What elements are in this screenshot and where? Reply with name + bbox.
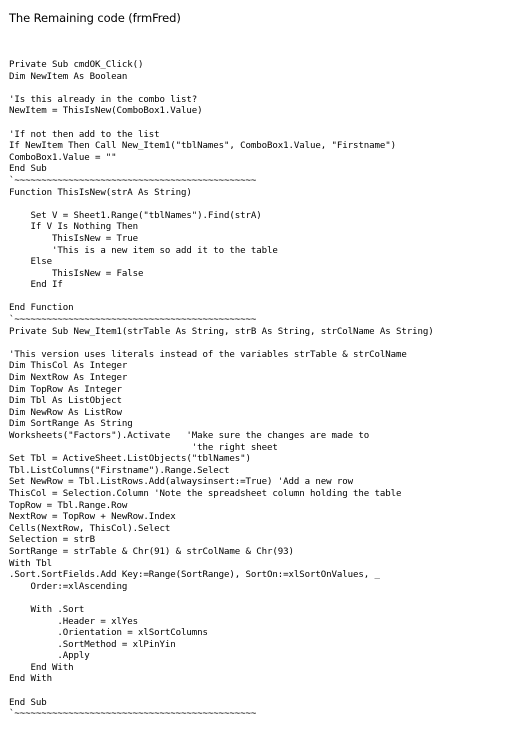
code-line: With Tbl [9, 558, 52, 569]
code-line: 'This is a new item so add it to the table [9, 245, 278, 256]
code-line: Private Sub cmdOK_Click() [9, 60, 144, 70]
code-line [9, 686, 434, 698]
code-line: `~~~~~~~~~~~~~~~~~~~~~~~~~~~~~~~~~~~~~~~~~~~~~ [9, 709, 257, 720]
code-line: Cells(NextRow, ThisCol).Select [9, 523, 171, 534]
vba-code-block [9, 60, 434, 721]
code-line: End Function [9, 303, 74, 314]
code-line: End With [9, 674, 52, 685]
code-line: If V Is Nothing Then [9, 222, 138, 233]
code-line: .SortMethod = xlPinYin [9, 639, 176, 650]
code-line: 'Is this already in the combo list? [9, 94, 198, 105]
code-line: Dim SortRange As String [9, 419, 133, 430]
code-line: Function ThisIsNew(strA As String) [9, 187, 192, 198]
code-line [9, 593, 434, 605]
code-line: ThisIsNew = False [9, 268, 144, 279]
code-line: .Sort.SortFields.Add Key:=Range(SortRange), SortOn:=xlSortOnValues, _ [9, 570, 380, 581]
code-line: Dim NextRow As Integer [9, 373, 128, 384]
code-line: .Orientation = xlSortColumns [9, 628, 208, 639]
code-line: Dim ThisCol As Integer [9, 361, 128, 372]
code-line: End With [9, 662, 74, 673]
code-line: Set Tbl = ActiveSheet.ListObjects("tblNames") [9, 454, 251, 465]
code-line [9, 199, 434, 211]
code-line: With .Sort [9, 604, 85, 615]
code-line: `~~~~~~~~~~~~~~~~~~~~~~~~~~~~~~~~~~~~~~~~~~~~~ [9, 175, 257, 186]
code-line [9, 338, 434, 350]
code-line: ThisIsNew = True [9, 233, 138, 244]
code-line: `~~~~~~~~~~~~~~~~~~~~~~~~~~~~~~~~~~~~~~~~~~~~~ [9, 315, 257, 326]
code-line: Dim TopRow As Integer [9, 384, 122, 395]
code-line: 'This version uses literals instead of the variables strTable & strColName [9, 349, 407, 360]
code-line: 'If not then add to the list [9, 129, 160, 140]
code-line: Tbl.ListColumns("Firstname").Range.Select [9, 465, 230, 476]
code-line: If NewItem Then Call New_Item1("tblNames", ComboBox1.Value, "Firstname") [9, 141, 396, 152]
code-line: ComboBox1.Value = "" [9, 152, 117, 163]
code-line: Else [9, 257, 52, 268]
code-line: NextRow = TopRow + NewRow.Index [9, 512, 176, 523]
code-line: .Apply [9, 651, 90, 662]
code-line: End Sub [9, 164, 47, 175]
code-line: End Sub [9, 697, 47, 708]
code-line: Dim Tbl As ListObject [9, 396, 122, 407]
code-line [9, 83, 434, 95]
code-line: End If [9, 280, 63, 291]
code-line: .Header = xlYes [9, 616, 138, 627]
code-line: Order:=xlAscending [9, 581, 128, 592]
code-line: Selection = strB [9, 535, 95, 546]
code-line: Private Sub New_Item1(strTable As String, strB As String, strColName As String) [9, 326, 434, 337]
code-line: Worksheets("Factors").Activate 'Make sure the changes are made to [9, 431, 370, 441]
code-line: Dim NewRow As ListRow [9, 407, 122, 418]
code-line: ThisCol = Selection.Column 'Note the spreadsheet column holding the table [9, 488, 402, 499]
code-line: SortRange = strTable & Chr(91) & strColName & Chr(93) [9, 546, 294, 557]
code-line [9, 118, 434, 130]
document-title: The Remaining code (frmFred) [9, 11, 181, 25]
code-line: 'the right sheet [9, 442, 278, 453]
code-line: NewItem = ThisIsNew(ComboBox1.Value) [9, 106, 203, 117]
code-line: Set NewRow = Tbl.ListRows.Add(alwaysinsert:=True) 'Add a new row [9, 477, 353, 488]
code-line: TopRow = Tbl.Range.Row [9, 500, 128, 511]
code-line [9, 292, 434, 304]
code-line: Set V = Sheet1.Range("tblNames").Find(strA) [9, 210, 262, 221]
code-line: Dim NewItem As Boolean [9, 71, 128, 82]
